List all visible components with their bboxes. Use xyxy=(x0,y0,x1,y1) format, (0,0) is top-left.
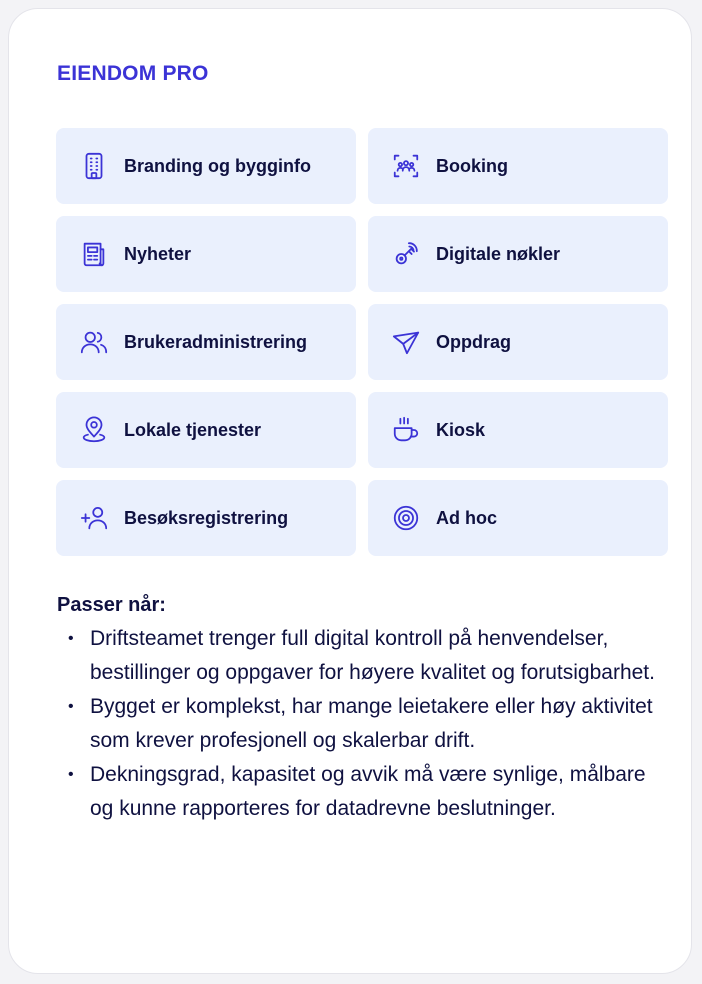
feature-tile-visitor-registration xyxy=(56,480,356,556)
feature-label: Ad hoc xyxy=(436,507,497,528)
fit-list xyxy=(57,622,657,826)
list-item-text: Driftsteamet trenger full digital kontroll på henvendelser, bestillinger og oppgaver for høyere kvalitet og forutsigbarhet. xyxy=(90,627,655,684)
list-item xyxy=(57,758,657,826)
feature-label: Lokale tjenester xyxy=(124,419,262,440)
list-item xyxy=(57,622,657,690)
bullet: • xyxy=(68,698,74,715)
building-icon xyxy=(78,150,110,182)
feature-tile-digital-keys xyxy=(368,216,668,292)
add-user-icon xyxy=(78,502,110,534)
fit-heading: Passer når: xyxy=(57,594,166,616)
plan-title: EIENDOM PRO xyxy=(57,62,209,85)
users-icon xyxy=(78,326,110,358)
plan-card xyxy=(8,8,692,974)
feature-label: Digitale nøkler xyxy=(436,243,561,264)
feature-tile-news xyxy=(56,216,356,292)
feature-tile-user-admin xyxy=(56,304,356,380)
feature-label: Booking xyxy=(436,155,508,176)
feature-tile-booking xyxy=(368,128,668,204)
newspaper-icon xyxy=(78,238,110,270)
list-item xyxy=(57,690,657,758)
coffee-cup-icon xyxy=(390,414,422,446)
feature-label: Nyheter xyxy=(124,243,192,264)
feature-label: Kiosk xyxy=(436,419,486,440)
feature-label: Oppdrag xyxy=(436,331,511,352)
bullet: • xyxy=(68,766,74,783)
location-pin-icon xyxy=(78,414,110,446)
list-item-text: Bygget er komplekst, har mange leietakere eller høy aktivitet som krever profesjonell og skalerbar drift. xyxy=(90,695,653,752)
bullet: • xyxy=(68,630,74,647)
feature-label: Brukeradministrering xyxy=(124,331,308,352)
digital-key-icon xyxy=(390,238,422,270)
meeting-group-icon xyxy=(390,150,422,182)
list-item-text: Dekningsgrad, kapasitet og avvik må være synlige, målbare og kunne rapporteres for datadrevne beslutninger. xyxy=(90,763,646,820)
feature-tile-ad-hoc xyxy=(368,480,668,556)
feature-tile-kiosk xyxy=(368,392,668,468)
paper-plane-icon xyxy=(390,326,422,358)
feature-tile-local-services xyxy=(56,392,356,468)
target-icon xyxy=(390,502,422,534)
feature-label: Branding og bygginfo xyxy=(124,155,311,176)
feature-tile-branding xyxy=(56,128,356,204)
feature-grid xyxy=(56,128,668,556)
feature-label: Besøksregistrering xyxy=(124,507,289,528)
feature-tile-assignments xyxy=(368,304,668,380)
